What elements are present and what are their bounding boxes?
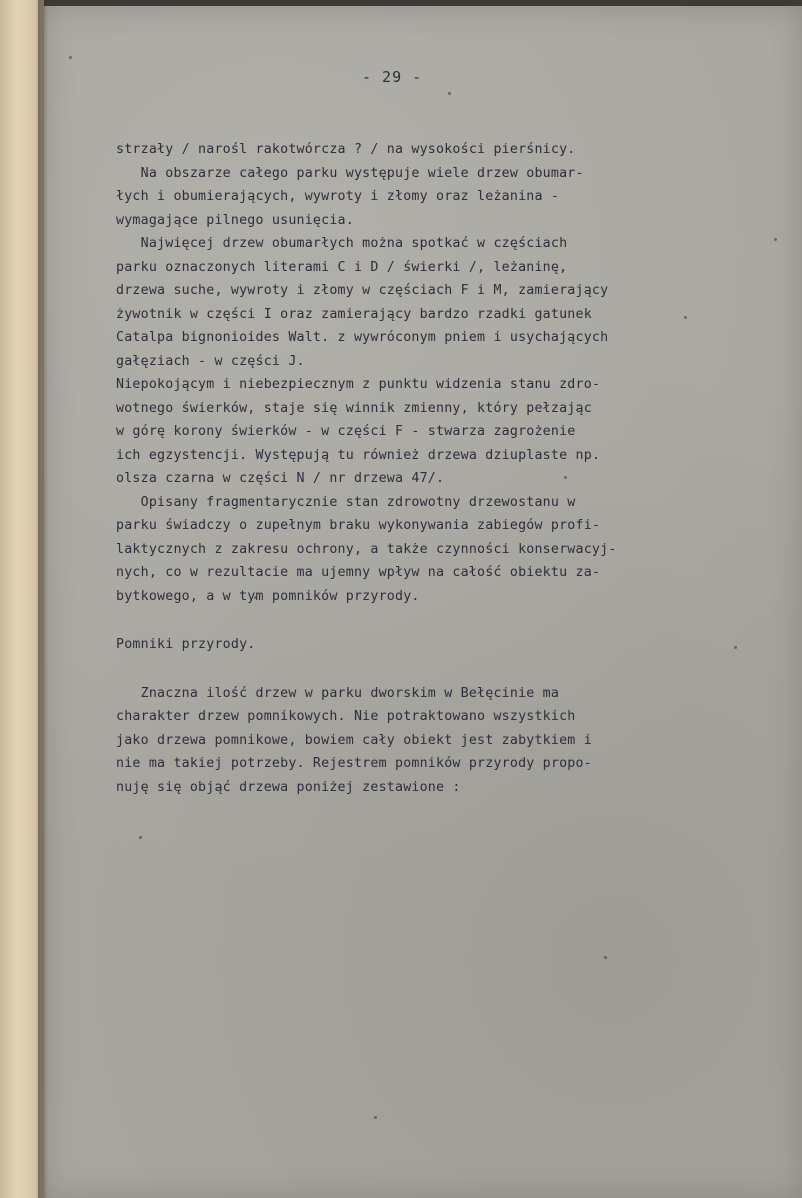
text-line: charakter drzew pomnikowych. Nie potraktowano wszystkich [116,709,576,724]
text-line: parku świadczy o zupełnym braku wykonywania zabiegów profi- [116,518,601,533]
text-line: strzały / narośl rakotwórcza ? / na wysokości pierśnicy. [116,142,576,157]
text-line: wymagające pilnego usunięcia. [116,212,354,228]
text-line: olsza czarna w części N / nr drzewa 47/. [116,471,445,486]
text-line: Opisany fragmentarycznie stan zdrowotny drzewostanu w [116,494,576,510]
text-line: Niepokojącym i niebezpiecznym z punktu widzenia stanu zdro- [116,377,601,392]
text-line: nych, co w rezultacie ma ujemny wpływ na całość obiektu za- [116,565,601,580]
text-line: nuję się objąć drzewa poniżej zestawione : [116,779,461,795]
paragraph-gap [116,657,796,682]
text-line: ich egzystencji. Występują tu również drzewa dziuplaste np. [116,447,601,463]
text-line: parku oznaczonych literami C i D / świerki /, leżaninę, [116,259,568,275]
binding-shadow [38,0,48,1198]
text-line: bytkowego, a w tym pomników przyrody. [116,588,420,604]
text-line: Znaczna ilość drzew w parku dworskim w Bełęcinie ma [116,685,560,701]
page-number: - 29 - [362,68,423,86]
text-line: Najwięcej drzew obumarłych można spotkać w częściach [116,236,568,251]
section-heading: Pomniki przyrody. [116,637,256,652]
text-line: Na obszarze całego parku występuje wiele drzew obumar- [116,165,584,181]
text-line: jako drzewa pomnikowe, bowiem cały obiekt jest zabytkiem i [116,732,592,748]
text-line: gałęziach - w części J. [116,353,305,369]
text-line: łych i obumierających, wywroty i złomy oraz leżanina - [116,189,560,204]
text-line: wotnego świerków, staje się winnik zmienny, który pełzając [116,400,592,416]
paragraph-gap [116,608,796,633]
text-line: żywotnik w części I oraz zamierający bardzo rzadki gatunek [116,306,592,322]
document-page [44,6,802,1198]
text-line: Catalpa bignonioides Walt. z wywróconym pniem i usychających [116,330,609,345]
text-line: w górę korony świerków - w części F - stwarza zagrożenie [116,424,576,439]
body-text [116,138,796,799]
text-line: laktycznych z zakresu ochrony, a także czynności konserwacyj- [116,541,617,557]
text-line: nie ma takiej potrzeby. Rejestrem pomników przyrody propo- [116,756,592,771]
text-line: drzewa suche, wywroty i złomy w częściach F i M, zamierający [116,283,609,298]
